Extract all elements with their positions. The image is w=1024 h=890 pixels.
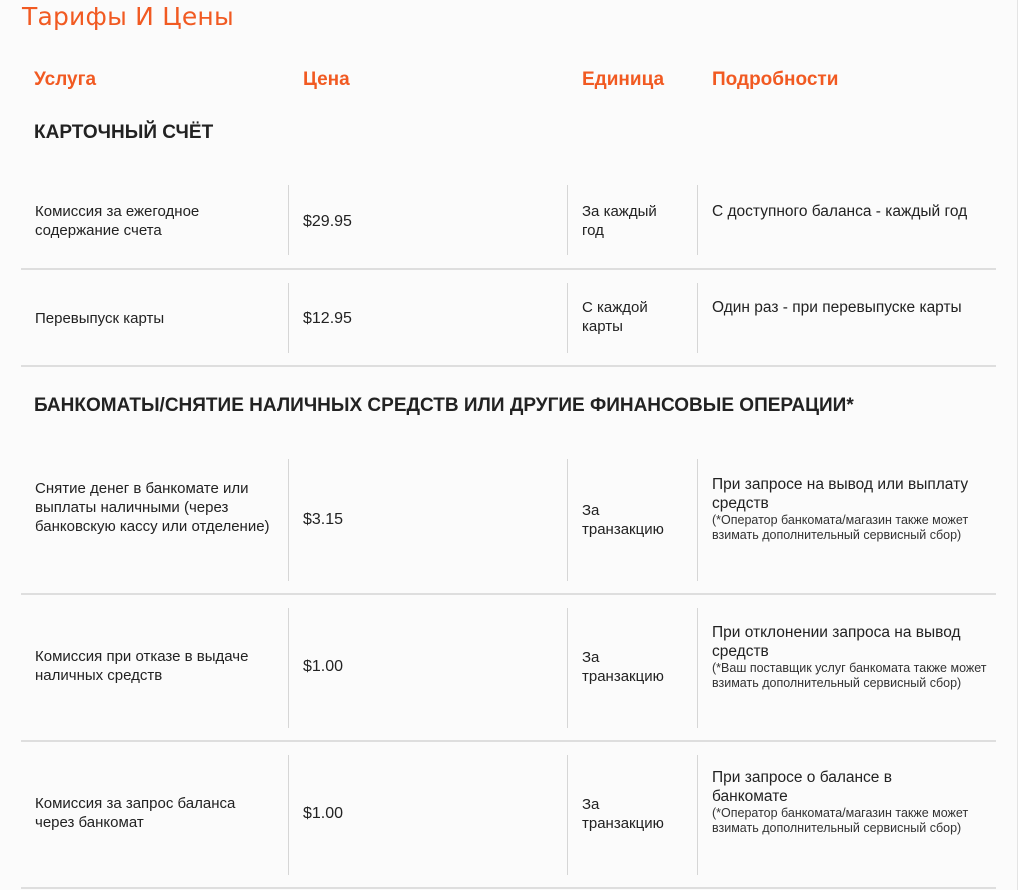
row-separator: [21, 365, 996, 367]
row-separator: [21, 887, 996, 889]
column-divider: [567, 755, 568, 875]
table-row: [21, 595, 996, 742]
column-divider: [697, 459, 698, 581]
column-divider: [697, 283, 698, 353]
table-row: [21, 446, 996, 595]
header-price: Цена: [303, 69, 350, 90]
details-note: (*Ваш поставщик услуг банкомата также может взимать дополнительный сервисный сбор): [712, 661, 987, 690]
table-row: [21, 172, 996, 270]
column-divider: [567, 185, 568, 255]
price-value: $3.15: [303, 511, 344, 528]
column-divider: [567, 283, 568, 353]
column-divider: [697, 608, 698, 728]
price-value: $12.95: [303, 310, 352, 327]
details-text: Один раз - при перевыпуске карты: [712, 299, 962, 316]
unit-value: С каждой карты: [582, 299, 648, 335]
service-name: Снятие денег в банкомате или выплаты наличными (через банковскую кассу или отделение): [35, 480, 270, 535]
page-title: Тарифы И Цены: [22, 2, 234, 31]
column-divider: [567, 459, 568, 581]
details-text: При запросе на вывод или выплату средств: [712, 476, 969, 512]
column-divider: [288, 185, 289, 255]
details-block: [712, 623, 987, 691]
unit-value: За транзакцию: [582, 649, 664, 685]
details-text: При запросе о балансе в банкомате: [712, 769, 892, 805]
service-name: Комиссия за запрос баланса через банкомат: [35, 795, 236, 831]
column-divider: [288, 459, 289, 581]
column-divider: [288, 283, 289, 353]
column-divider: [697, 755, 698, 875]
unit-value: За каждый год: [582, 203, 657, 239]
price-value: $1.00: [303, 805, 344, 822]
service-name: Комиссия за ежегодное содержание счета: [35, 203, 200, 239]
details-block: [712, 768, 972, 836]
details-note: (*Оператор банкомата/магазин также может взимать дополнительный сервисный сбор): [712, 806, 969, 835]
details-note: (*Оператор банкомата/магазин также может взимать дополнительный сервисный сбор): [712, 513, 969, 542]
service-name: Комиссия при отказе в выдаче наличных средств: [35, 648, 249, 684]
section-title-atm: БАНКОМАТЫ/СНЯТИЕ НАЛИЧНЫХ СРЕДСТВ ИЛИ ДРУГИЕ ФИНАНСОВЫЕ ОПЕРАЦИИ*: [34, 395, 854, 416]
column-divider: [288, 608, 289, 728]
section-title-card-account: КАРТОЧНЫЙ СЧЁТ: [34, 122, 214, 143]
table-row: [21, 270, 996, 367]
details-text: При отклонении запроса на вывод средств: [712, 624, 961, 660]
table-row: [21, 742, 996, 889]
price-value: $1.00: [303, 658, 344, 675]
column-divider: [697, 185, 698, 255]
unit-value: За транзакцию: [582, 502, 664, 538]
page-scroll-edge[interactable]: [1017, 0, 1024, 890]
details-block: [712, 475, 982, 543]
unit-value: За транзакцию: [582, 796, 664, 832]
column-divider: [567, 608, 568, 728]
header-details: Подробности: [712, 69, 839, 90]
service-name: Перевыпуск карты: [35, 310, 165, 327]
header-unit: Единица: [582, 69, 665, 90]
price-value: $29.95: [303, 213, 352, 230]
header-service: Услуга: [34, 69, 97, 90]
details-text: С доступного баланса - каждый год: [712, 203, 968, 220]
column-divider: [288, 755, 289, 875]
